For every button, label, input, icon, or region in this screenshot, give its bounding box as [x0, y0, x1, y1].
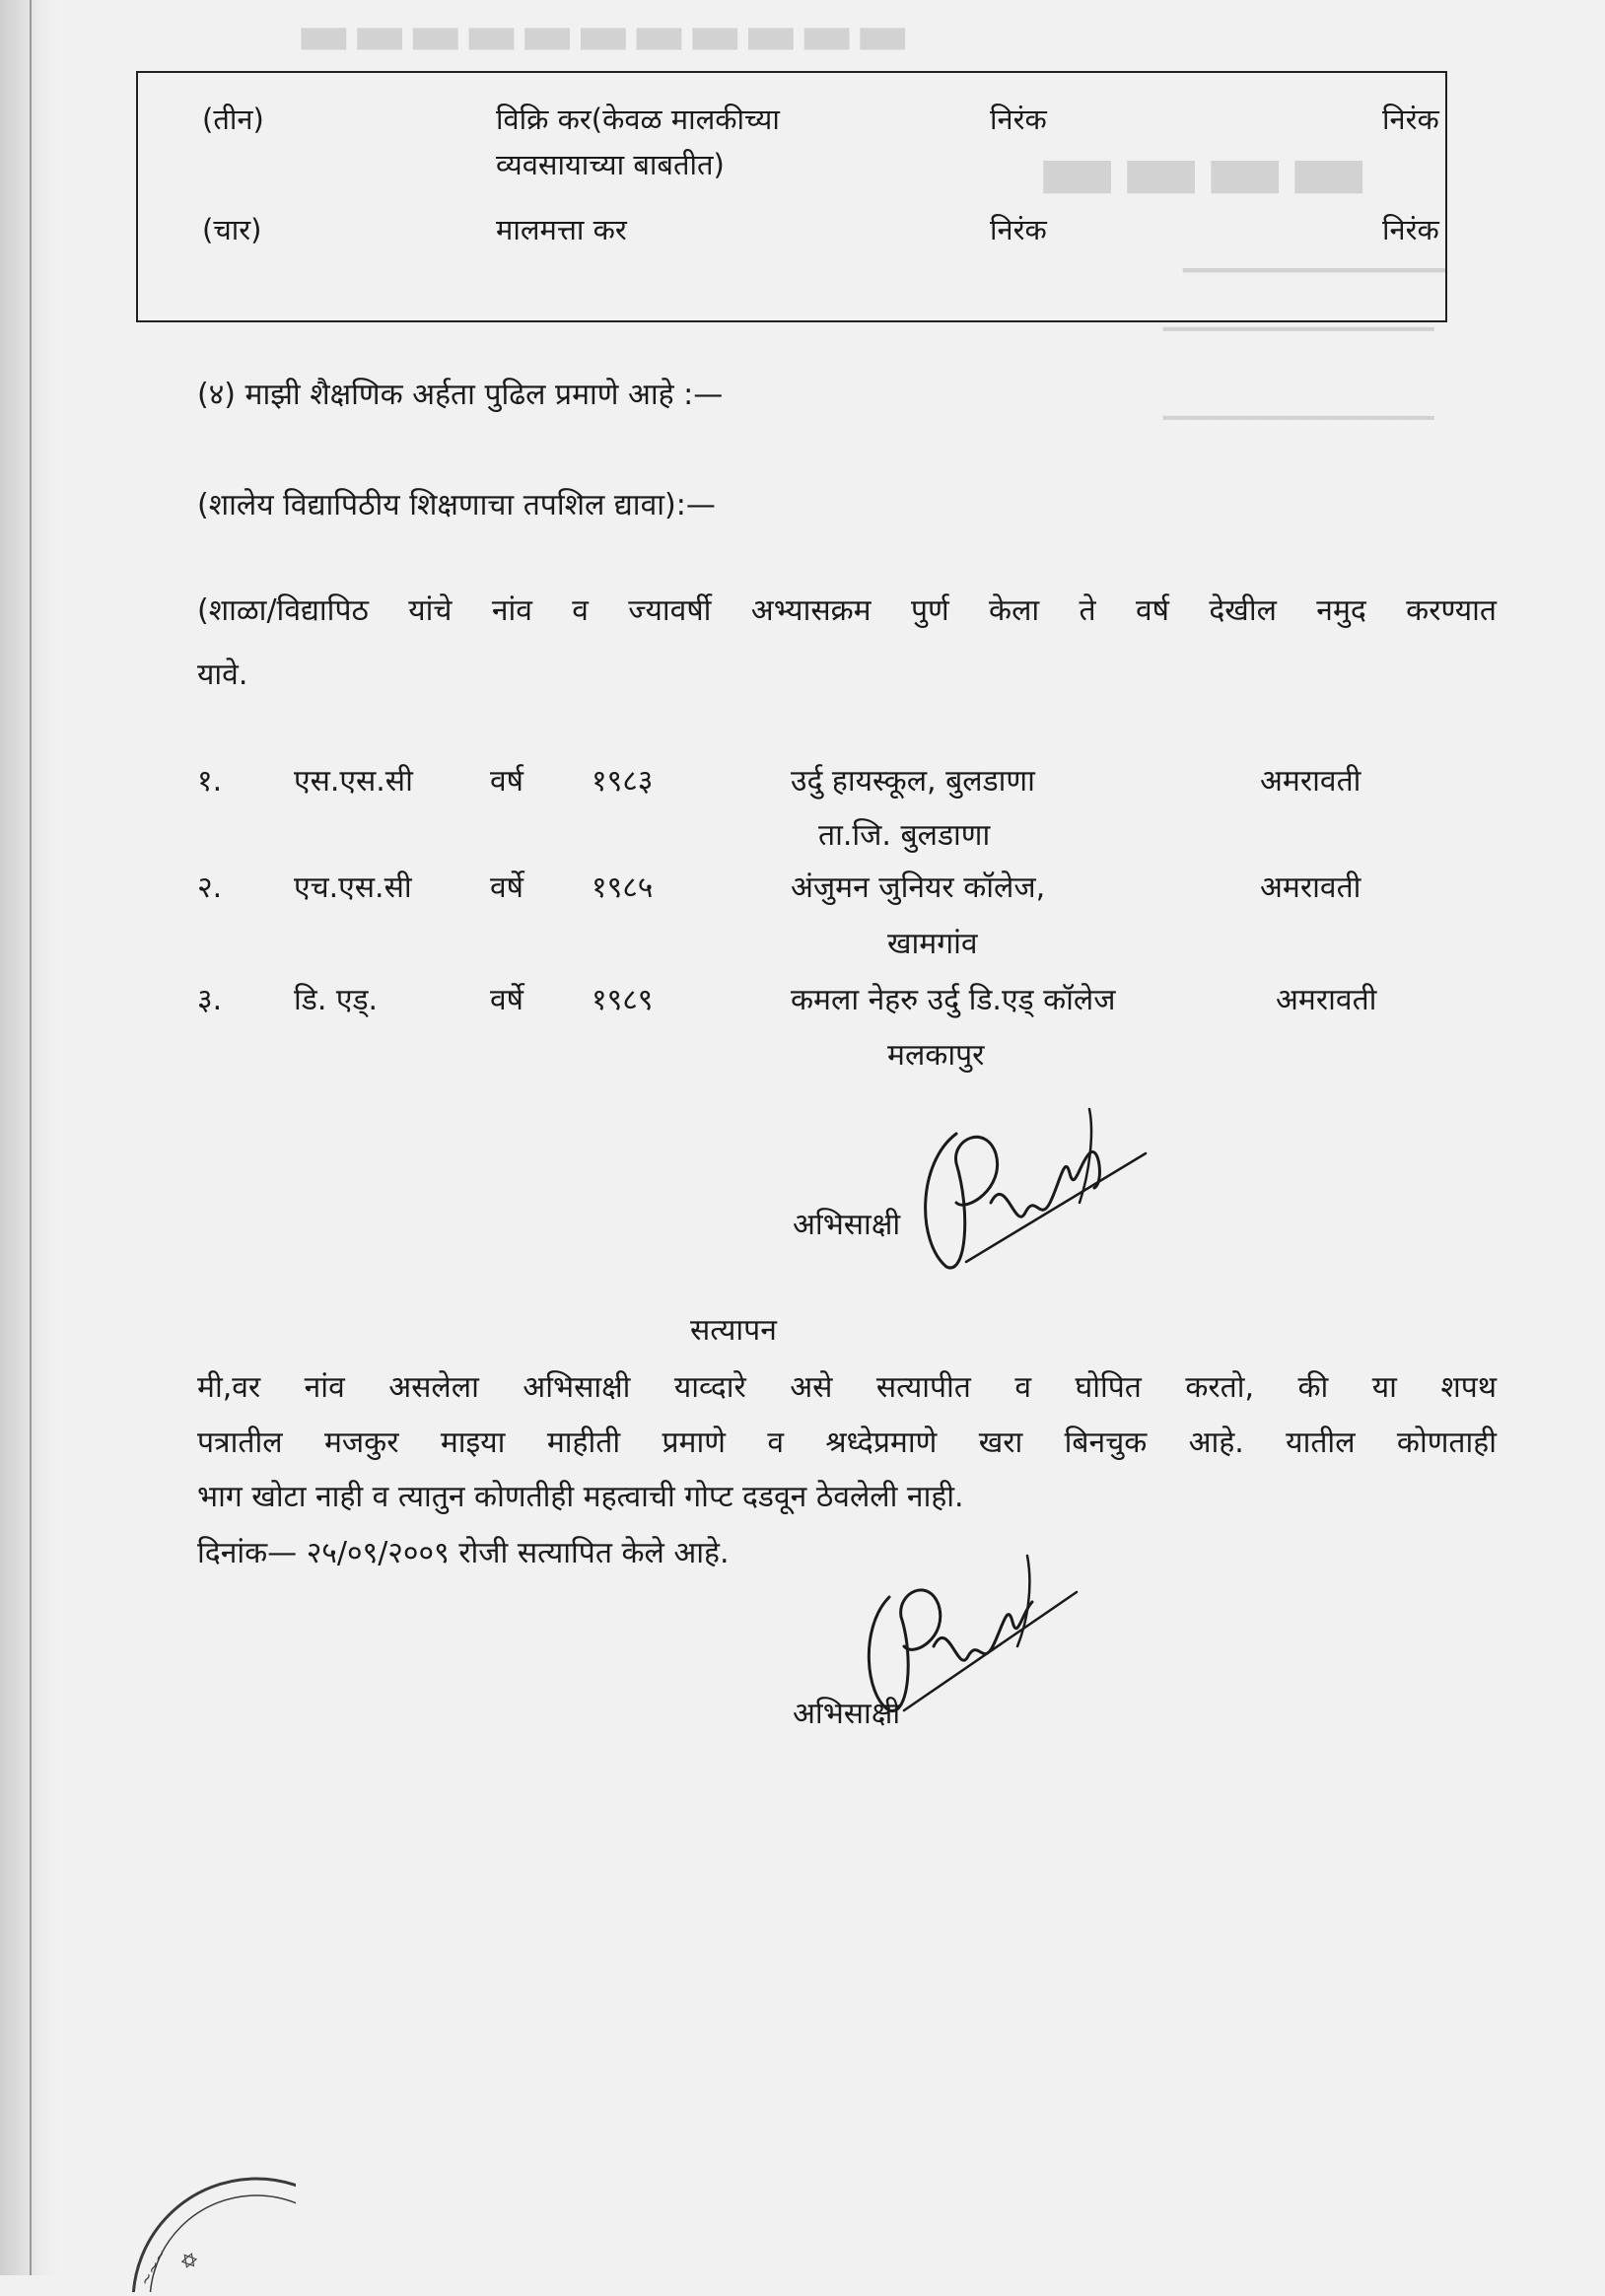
table-row-num: (चार) [202, 213, 262, 246]
education-year-label: वर्ष [490, 764, 524, 799]
svg-text:~~~: ~~~ [135, 2245, 172, 2289]
signature-label: अभिसाक्षी [793, 1208, 901, 1242]
education-institution: खामगांव [887, 927, 978, 961]
education-year: १९८३ [592, 764, 654, 799]
bleed-through-artifact: ━━━━━━━━━━━━━━━━━━━ [1163, 315, 1434, 343]
tax-table [136, 71, 1447, 322]
education-board: अमरावती [1260, 764, 1361, 799]
verification-line: पत्रातील मजकुर माइया माहीती प्रमाणे व श्रध्देप्रमाणे खरा बिनचुक आहे. यातील कोणताही [197, 1426, 1497, 1460]
bleed-through-artifact: ▬▬▬▬▬▬▬▬▬▬▬ [296, 0, 911, 69]
stamp-seal [128, 2164, 296, 2292]
education-year-label: वर्षे [490, 983, 524, 1017]
verification-line: मी,वर नांव असलेला अभिसाक्षी याव्दारे असे सत्यापीत व घोपित करतो, की या शपथ [197, 1370, 1497, 1405]
table-row-value: निरंक [990, 103, 1047, 136]
bleed-through-artifact: ▬▬▬▬ [1035, 118, 1371, 222]
education-institution: ता.जि. बुलडाणा [818, 818, 991, 853]
table-row-desc: व्यवसायाच्या बाबतीत) [496, 148, 725, 181]
table-row-desc: विक्रि कर(केवळ मालकीच्या [496, 103, 780, 136]
education-board: अमरावती [1260, 870, 1361, 905]
verification-date: दिनांक— २५/०९/२००९ रोजी सत्यापित केले आहे. [197, 1536, 730, 1570]
education-board: अमरावती [1276, 983, 1377, 1017]
section-note-line: (शाळा/विद्यापिठ यांचे नांव व ज्यावर्षी अभ्यासक्रम पुर्ण केला ते वर्ष देखील नमुद करण्यात [197, 593, 1497, 628]
education-institution: मलकापुर [887, 1038, 985, 1073]
signature-label: अभिसाक्षी [793, 1697, 901, 1731]
section-subheading: (शालेय विद्यापिठीय शिक्षणाचा तपशिल द्यावा):— [197, 488, 716, 522]
svg-text:✡: ✡ [174, 2246, 205, 2277]
education-institution: उर्दु हायस्कूल, बुलडाणा [791, 764, 1035, 799]
section-note-line: यावे. [197, 658, 248, 692]
verification-title: सत्यापन [690, 1313, 777, 1348]
education-course: एस.एस.सी [294, 764, 413, 799]
table-row-value: निरंक [990, 213, 1047, 246]
education-course: डि. एड्. [294, 983, 379, 1017]
education-institution: अंजुमन जुनियर कॉलेज, [791, 870, 1046, 905]
page-edge-line [30, 0, 32, 2275]
education-course: एच.एस.सी [294, 870, 412, 905]
table-row-desc: मालमत्ता कर [496, 213, 627, 246]
table-row-num: (तीन) [202, 103, 264, 136]
signature [897, 1094, 1153, 1282]
section-heading: (४) माझी शैक्षणिक अर्हता पुढिल प्रमाणे आहे :— [197, 378, 724, 412]
table-row-value: निरंक [1382, 103, 1439, 136]
signature [850, 1548, 1086, 1725]
bleed-through-artifact: ━━━━━━━━━━━━━━━━━━━ [1163, 404, 1434, 432]
education-num: ३. [197, 983, 223, 1017]
education-year: १९८५ [592, 870, 654, 905]
bleed-through-artifact: ━━━━━━━━━━━━━━━━━ [1183, 256, 1446, 286]
education-institution: कमला नेहरु उर्दु डि.एड् कॉलेज [791, 983, 1116, 1017]
table-row-value: निरंक [1382, 213, 1439, 246]
education-num: २. [197, 870, 223, 905]
education-year-label: वर्षे [490, 870, 524, 905]
education-num: १. [197, 764, 223, 799]
verification-line: भाग खोटा नाही व त्यातुन कोणतीही महत्वाची गोप्ट दडवून ठेवलेली नाही. [197, 1480, 964, 1514]
education-year: १९८९ [592, 983, 654, 1017]
